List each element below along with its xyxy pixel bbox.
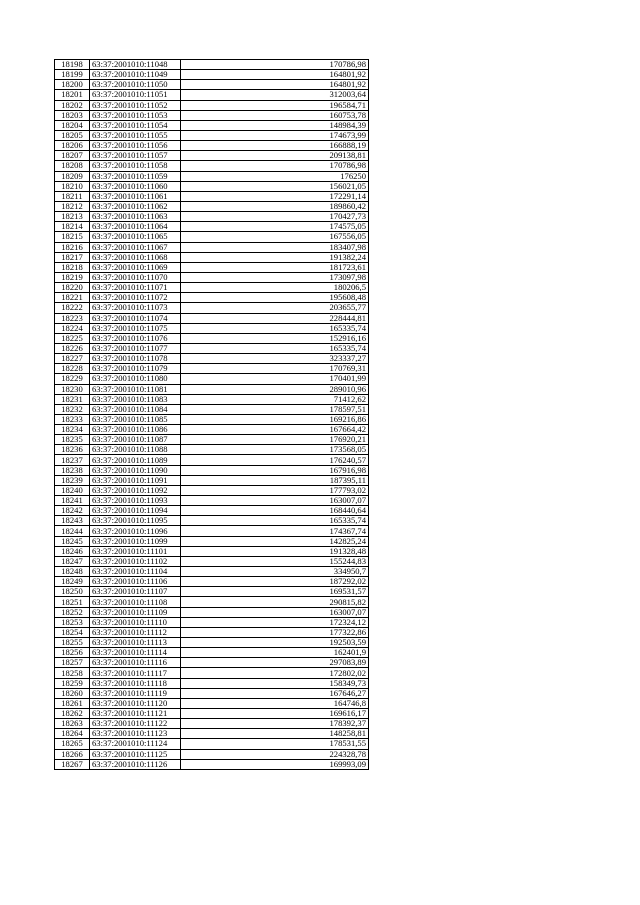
row-number-cell: 18214 [55,222,90,232]
row-number-cell: 18250 [55,587,90,597]
table-row [55,445,369,455]
table-row [55,354,369,364]
row-number-cell: 18224 [55,323,90,333]
row-number-cell: 18262 [55,709,90,719]
table-row [55,668,369,678]
table-row [55,546,369,556]
row-number-cell: 18251 [55,597,90,607]
row-number-cell: 18248 [55,567,90,577]
row-number-cell: 18231 [55,394,90,404]
cadastral-number-cell: 63:37:2001010:11091 [90,475,181,485]
table-row [55,475,369,485]
cadastral-number-cell: 63:37:2001010:11102 [90,556,181,566]
cadastral-number-cell: 63:37:2001010:11114 [90,648,181,658]
value-cell: 183407,98 [181,242,369,252]
row-number-cell: 18241 [55,496,90,506]
table-row [55,577,369,587]
table-row [55,313,369,323]
value-cell: 165335,74 [181,343,369,353]
row-number-cell: 18255 [55,638,90,648]
row-number-cell: 18252 [55,607,90,617]
table-row [55,729,369,739]
row-number-cell: 18203 [55,110,90,120]
value-cell: 174575,05 [181,222,369,232]
table-row [55,141,369,151]
cadastral-number-cell: 63:37:2001010:11072 [90,293,181,303]
cadastral-number-cell: 63:37:2001010:11058 [90,161,181,171]
row-number-cell: 18199 [55,70,90,80]
value-cell: 191382,24 [181,252,369,262]
cadastral-number-cell: 63:37:2001010:11107 [90,587,181,597]
value-cell: 148258,81 [181,729,369,739]
cadastral-number-cell: 63:37:2001010:11116 [90,658,181,668]
value-cell: 142825,24 [181,536,369,546]
table-row [55,191,369,201]
table-row [55,212,369,222]
row-number-cell: 18210 [55,181,90,191]
row-number-cell: 18201 [55,90,90,100]
value-cell: 163007,07 [181,607,369,617]
row-number-cell: 18218 [55,262,90,272]
value-cell: 170401,99 [181,374,369,384]
table-row [55,364,369,374]
cadastral-number-cell: 63:37:2001010:11049 [90,70,181,80]
cadastral-number-cell: 63:37:2001010:11054 [90,120,181,130]
value-cell: 174673,99 [181,130,369,140]
table-row [55,648,369,658]
row-number-cell: 18223 [55,313,90,323]
cadastral-number-cell: 63:37:2001010:11063 [90,212,181,222]
value-cell: 167916,98 [181,465,369,475]
value-cell: 170769,31 [181,364,369,374]
cadastral-number-cell: 63:37:2001010:11101 [90,546,181,556]
value-cell: 163007,07 [181,496,369,506]
value-cell: 169993,09 [181,759,369,769]
row-number-cell: 18239 [55,475,90,485]
cadastral-number-cell: 63:37:2001010:11071 [90,283,181,293]
value-cell: 178597,51 [181,404,369,414]
row-number-cell: 18200 [55,80,90,90]
table-row [55,323,369,333]
value-cell: 189860,42 [181,201,369,211]
row-number-cell: 18216 [55,242,90,252]
value-cell: 167646,27 [181,688,369,698]
table-row [55,749,369,759]
cadastral-number-cell: 63:37:2001010:11052 [90,100,181,110]
cadastral-number-cell: 63:37:2001010:11083 [90,394,181,404]
row-number-cell: 18254 [55,627,90,637]
row-number-cell: 18233 [55,414,90,424]
table-row [55,425,369,435]
value-cell: 169616,17 [181,709,369,719]
value-cell: 165335,74 [181,516,369,526]
value-cell: 323337,27 [181,354,369,364]
value-cell: 160753,78 [181,110,369,120]
value-cell: 166888,19 [181,141,369,151]
table-row [55,100,369,110]
table-row [55,374,369,384]
row-number-cell: 18236 [55,445,90,455]
cadastral-number-cell: 63:37:2001010:11122 [90,719,181,729]
row-number-cell: 18222 [55,303,90,313]
row-number-cell: 18232 [55,404,90,414]
row-number-cell: 18228 [55,364,90,374]
table-row [55,110,369,120]
table-row [55,252,369,262]
row-number-cell: 18198 [55,60,90,70]
value-cell: 209138,81 [181,151,369,161]
table-row [55,90,369,100]
cadastral-number-cell: 63:37:2001010:11077 [90,343,181,353]
value-cell: 173097,98 [181,272,369,282]
table-row [55,222,369,232]
cadastral-number-cell: 63:37:2001010:11057 [90,151,181,161]
row-number-cell: 18263 [55,719,90,729]
table-row [55,617,369,627]
table-row [55,120,369,130]
row-number-cell: 18244 [55,526,90,536]
cadastral-number-cell: 63:37:2001010:11087 [90,435,181,445]
table-row [55,709,369,719]
cadastral-number-cell: 63:37:2001010:11109 [90,607,181,617]
cadastral-number-cell: 63:37:2001010:11068 [90,252,181,262]
row-number-cell: 18209 [55,171,90,181]
cadastral-number-cell: 63:37:2001010:11060 [90,181,181,191]
value-cell: 152916,16 [181,333,369,343]
cadastral-number-cell: 63:37:2001010:11070 [90,272,181,282]
cadastral-number-cell: 63:37:2001010:11112 [90,627,181,637]
table-row [55,171,369,181]
row-number-cell: 18206 [55,141,90,151]
value-cell: 156021,05 [181,181,369,191]
row-number-cell: 18266 [55,749,90,759]
value-cell: 155244,83 [181,556,369,566]
table-row [55,627,369,637]
cadastral-number-cell: 63:37:2001010:11088 [90,445,181,455]
cadastral-number-cell: 63:37:2001010:11125 [90,749,181,759]
cadastral-number-cell: 63:37:2001010:11048 [90,60,181,70]
value-cell: 176250 [181,171,369,181]
value-cell: 196584,71 [181,100,369,110]
value-cell: 191328,48 [181,546,369,556]
row-number-cell: 18230 [55,384,90,394]
table-row [55,272,369,282]
row-number-cell: 18221 [55,293,90,303]
cadastral-number-cell: 63:37:2001010:11065 [90,232,181,242]
table-body [55,60,369,770]
cadastral-number-cell: 63:37:2001010:11074 [90,313,181,323]
row-number-cell: 18211 [55,191,90,201]
row-number-cell: 18246 [55,546,90,556]
cadastral-number-cell: 63:37:2001010:11084 [90,404,181,414]
cadastral-number-cell: 63:37:2001010:11106 [90,577,181,587]
table-row [55,404,369,414]
row-number-cell: 18258 [55,668,90,678]
cadastral-number-cell: 63:37:2001010:11118 [90,678,181,688]
value-cell: 176240,57 [181,455,369,465]
table-row [55,485,369,495]
cadastral-number-cell: 63:37:2001010:11124 [90,739,181,749]
cadastral-number-cell: 63:37:2001010:11096 [90,526,181,536]
table-row [55,435,369,445]
row-number-cell: 18264 [55,729,90,739]
row-number-cell: 18238 [55,465,90,475]
table-row [55,130,369,140]
cadastral-number-cell: 63:37:2001010:11121 [90,709,181,719]
row-number-cell: 18260 [55,688,90,698]
cadastral-number-cell: 63:37:2001010:11110 [90,617,181,627]
cadastral-number-cell: 63:37:2001010:11053 [90,110,181,120]
cadastral-number-cell: 63:37:2001010:11059 [90,171,181,181]
row-number-cell: 18259 [55,678,90,688]
row-number-cell: 18256 [55,648,90,658]
table-row [55,60,369,70]
table-row [55,384,369,394]
cadastral-number-cell: 63:37:2001010:11092 [90,485,181,495]
row-number-cell: 18212 [55,201,90,211]
value-cell: 170786,98 [181,161,369,171]
value-cell: 164801,92 [181,70,369,80]
row-number-cell: 18229 [55,374,90,384]
table-row [55,526,369,536]
value-cell: 224328,78 [181,749,369,759]
cadastral-number-cell: 63:37:2001010:11108 [90,597,181,607]
row-number-cell: 18245 [55,536,90,546]
cadastral-number-cell: 63:37:2001010:11089 [90,455,181,465]
value-cell: 176920,21 [181,435,369,445]
value-cell: 180206,5 [181,283,369,293]
cadastral-number-cell: 63:37:2001010:11123 [90,729,181,739]
table-row [55,303,369,313]
cadastral-number-cell: 63:37:2001010:11064 [90,222,181,232]
table-row [55,394,369,404]
table-row [55,516,369,526]
cadastral-number-cell: 63:37:2001010:11086 [90,425,181,435]
row-number-cell: 18202 [55,100,90,110]
table-row [55,688,369,698]
value-cell: 172291,14 [181,191,369,201]
row-number-cell: 18227 [55,354,90,364]
cadastral-number-cell: 63:37:2001010:11062 [90,201,181,211]
table-row [55,414,369,424]
table-row [55,333,369,343]
table-row [55,283,369,293]
table-row [55,678,369,688]
row-number-cell: 18215 [55,232,90,242]
row-number-cell: 18217 [55,252,90,262]
table-row [55,698,369,708]
table-row [55,343,369,353]
table-row [55,496,369,506]
value-cell: 165335,74 [181,323,369,333]
table-row [55,719,369,729]
table-row [55,455,369,465]
table-row [55,232,369,242]
table-row [55,536,369,546]
row-number-cell: 18219 [55,272,90,282]
value-cell: 173568,05 [181,445,369,455]
value-cell: 187395,11 [181,475,369,485]
table-row [55,567,369,577]
value-cell: 312003,64 [181,90,369,100]
value-cell: 177322,86 [181,627,369,637]
value-cell: 170427,73 [181,212,369,222]
cadastral-number-cell: 63:37:2001010:11094 [90,506,181,516]
value-cell: 164801,92 [181,80,369,90]
table-row [55,465,369,475]
value-cell: 169216,86 [181,414,369,424]
value-cell: 148984,39 [181,120,369,130]
cadastral-number-cell: 63:37:2001010:11126 [90,759,181,769]
cadastral-number-cell: 63:37:2001010:11055 [90,130,181,140]
cadastral-number-cell: 63:37:2001010:11080 [90,374,181,384]
row-number-cell: 18249 [55,577,90,587]
table-row [55,181,369,191]
value-cell: 170786,98 [181,60,369,70]
cadastral-number-cell: 63:37:2001010:11061 [90,191,181,201]
cadastral-number-cell: 63:37:2001010:11099 [90,536,181,546]
row-number-cell: 18253 [55,617,90,627]
cadastral-number-cell: 63:37:2001010:11079 [90,364,181,374]
value-cell: 178531,55 [181,739,369,749]
table-row [55,607,369,617]
cadastral-number-cell: 63:37:2001010:11119 [90,688,181,698]
cadastral-number-cell: 63:37:2001010:11069 [90,262,181,272]
table-row [55,638,369,648]
value-cell: 172324,12 [181,617,369,627]
value-cell: 334950,7 [181,567,369,577]
table-row [55,80,369,90]
row-number-cell: 18235 [55,435,90,445]
cadastral-number-cell: 63:37:2001010:11076 [90,333,181,343]
cadastral-number-cell: 63:37:2001010:11067 [90,242,181,252]
value-cell: 174367,74 [181,526,369,536]
row-number-cell: 18207 [55,151,90,161]
row-number-cell: 18213 [55,212,90,222]
row-number-cell: 18267 [55,759,90,769]
table-row [55,293,369,303]
table-row [55,242,369,252]
cadastral-number-cell: 63:37:2001010:11051 [90,90,181,100]
value-cell: 164746,8 [181,698,369,708]
row-number-cell: 18240 [55,485,90,495]
row-number-cell: 18205 [55,130,90,140]
table-row [55,262,369,272]
row-number-cell: 18208 [55,161,90,171]
value-cell: 195608,48 [181,293,369,303]
row-number-cell: 18261 [55,698,90,708]
cadastral-number-cell: 63:37:2001010:11081 [90,384,181,394]
table-row [55,161,369,171]
cadastral-number-cell: 63:37:2001010:11093 [90,496,181,506]
table-row [55,739,369,749]
cadastral-number-cell: 63:37:2001010:11117 [90,668,181,678]
row-number-cell: 18237 [55,455,90,465]
table-row [55,70,369,80]
value-cell: 192503,59 [181,638,369,648]
row-number-cell: 18247 [55,556,90,566]
value-cell: 203655,77 [181,303,369,313]
cadastral-number-cell: 63:37:2001010:11075 [90,323,181,333]
table-row [55,556,369,566]
cadastral-number-cell: 63:37:2001010:11120 [90,698,181,708]
row-number-cell: 18234 [55,425,90,435]
table-row [55,759,369,769]
row-number-cell: 18225 [55,333,90,343]
table-row [55,658,369,668]
row-number-cell: 18220 [55,283,90,293]
table-row [55,201,369,211]
row-number-cell: 18257 [55,658,90,668]
value-cell: 289010,96 [181,384,369,394]
cadastral-number-cell: 63:37:2001010:11090 [90,465,181,475]
value-cell: 178392,37 [181,719,369,729]
row-number-cell: 18204 [55,120,90,130]
value-cell: 167664,42 [181,425,369,435]
data-table [54,59,369,770]
value-cell: 169531,57 [181,587,369,597]
cadastral-number-cell: 63:37:2001010:11073 [90,303,181,313]
value-cell: 297083,89 [181,658,369,668]
row-number-cell: 18226 [55,343,90,353]
cadastral-number-cell: 63:37:2001010:11104 [90,567,181,577]
value-cell: 187292,02 [181,577,369,587]
table-row [55,151,369,161]
cadastral-number-cell: 63:37:2001010:11113 [90,638,181,648]
table-row [55,506,369,516]
value-cell: 177793,02 [181,485,369,495]
value-cell: 228444,81 [181,313,369,323]
cadastral-number-cell: 63:37:2001010:11050 [90,80,181,90]
row-number-cell: 18265 [55,739,90,749]
value-cell: 162401,9 [181,648,369,658]
table-row [55,597,369,607]
row-number-cell: 18242 [55,506,90,516]
value-cell: 158349,73 [181,678,369,688]
value-cell: 168440,64 [181,506,369,516]
cadastral-number-cell: 63:37:2001010:11056 [90,141,181,151]
table-row [55,587,369,597]
value-cell: 167556,05 [181,232,369,242]
cadastral-number-cell: 63:37:2001010:11085 [90,414,181,424]
value-cell: 172802,02 [181,668,369,678]
cadastral-number-cell: 63:37:2001010:11095 [90,516,181,526]
row-number-cell: 18243 [55,516,90,526]
value-cell: 290815,82 [181,597,369,607]
cadastral-number-cell: 63:37:2001010:11078 [90,354,181,364]
value-cell: 71412,62 [181,394,369,404]
value-cell: 181723,61 [181,262,369,272]
